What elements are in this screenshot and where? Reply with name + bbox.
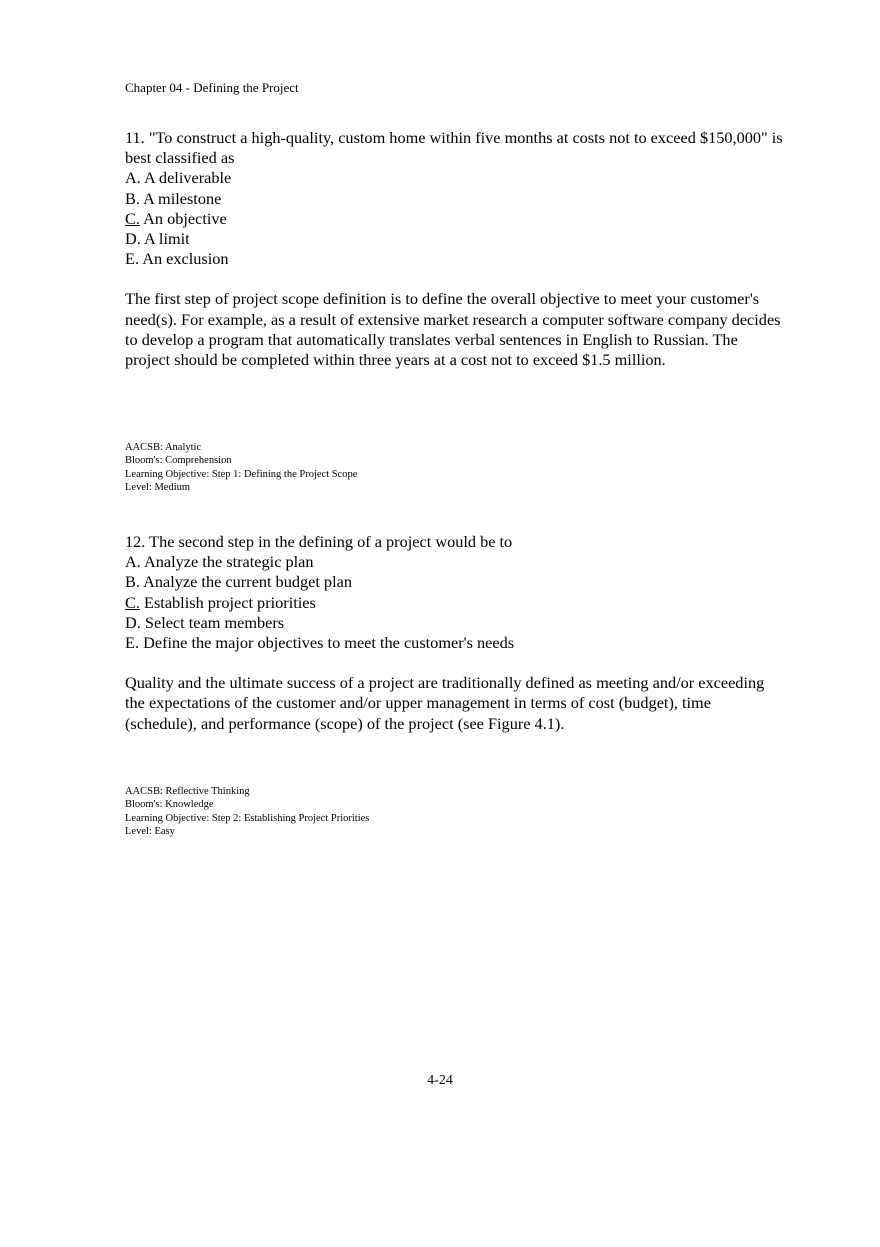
answer-options: [125, 552, 785, 653]
option-a: A. A deliverable: [125, 168, 232, 188]
page-number: 4-24: [427, 1073, 453, 1088]
question-stem: 12. The second step in the defining of a project would be to: [125, 532, 513, 551]
question-12-metadata: [125, 785, 369, 838]
question-12: [125, 532, 785, 734]
difficulty-level: Level: Easy: [125, 825, 175, 837]
answer-explanation: Quality and the ultimate success of a project are traditionally defined as meeting and/or exceeding the expectations of the customer and/or upper management in terms of cost (budget), time (schedule), and performance (scope) of the project (see Figure 4.1).: [125, 673, 765, 733]
option-a: A. Analyze the strategic plan: [125, 552, 314, 572]
aacsb-tag: AACSB: Analytic: [125, 442, 202, 453]
option-c-correct: C. An objective: [125, 208, 227, 228]
answer-explanation: The first step of project scope definition is to define the overall objective to meet your customer's need(s). For example, as a result of extensive market research a computer software company decides to develop a program that automatically translates verbal sentences in English to Russian. The project should be completed within three years at a cost not to exceed $1.5 million.: [125, 289, 781, 370]
learning-objective: Learning Objective: Step 1: Defining the Project Scope: [125, 468, 358, 480]
answer-options: [125, 168, 785, 269]
option-d: D. Select team members: [125, 612, 285, 632]
chapter-header: Chapter 04 - Defining the Project: [125, 80, 299, 95]
question-11: [125, 128, 785, 370]
learning-objective: Learning Objective: Step 2: Establishing Project Priorities: [125, 812, 370, 824]
option-b: B. A milestone: [125, 188, 222, 208]
option-b: B. Analyze the current budget plan: [125, 572, 352, 592]
option-e: E. Define the major objectives to meet the customer's needs: [125, 633, 515, 653]
difficulty-level: Level: Medium: [125, 481, 191, 493]
blooms-tag: Bloom's: Comprehension: [125, 455, 232, 467]
blooms-tag: Bloom's: Knowledge: [125, 799, 214, 811]
option-d: D. A limit: [125, 229, 190, 249]
question-11-metadata: [125, 441, 357, 494]
option-c-correct: C. Establish project priorities: [125, 592, 316, 612]
question-stem: 11. "To construct a high-quality, custom home within five months at costs not to exceed $150,000" is best classified as: [125, 128, 783, 168]
option-e: E. An exclusion: [125, 249, 229, 269]
aacsb-tag: AACSB: Reflective Thinking: [125, 786, 250, 797]
